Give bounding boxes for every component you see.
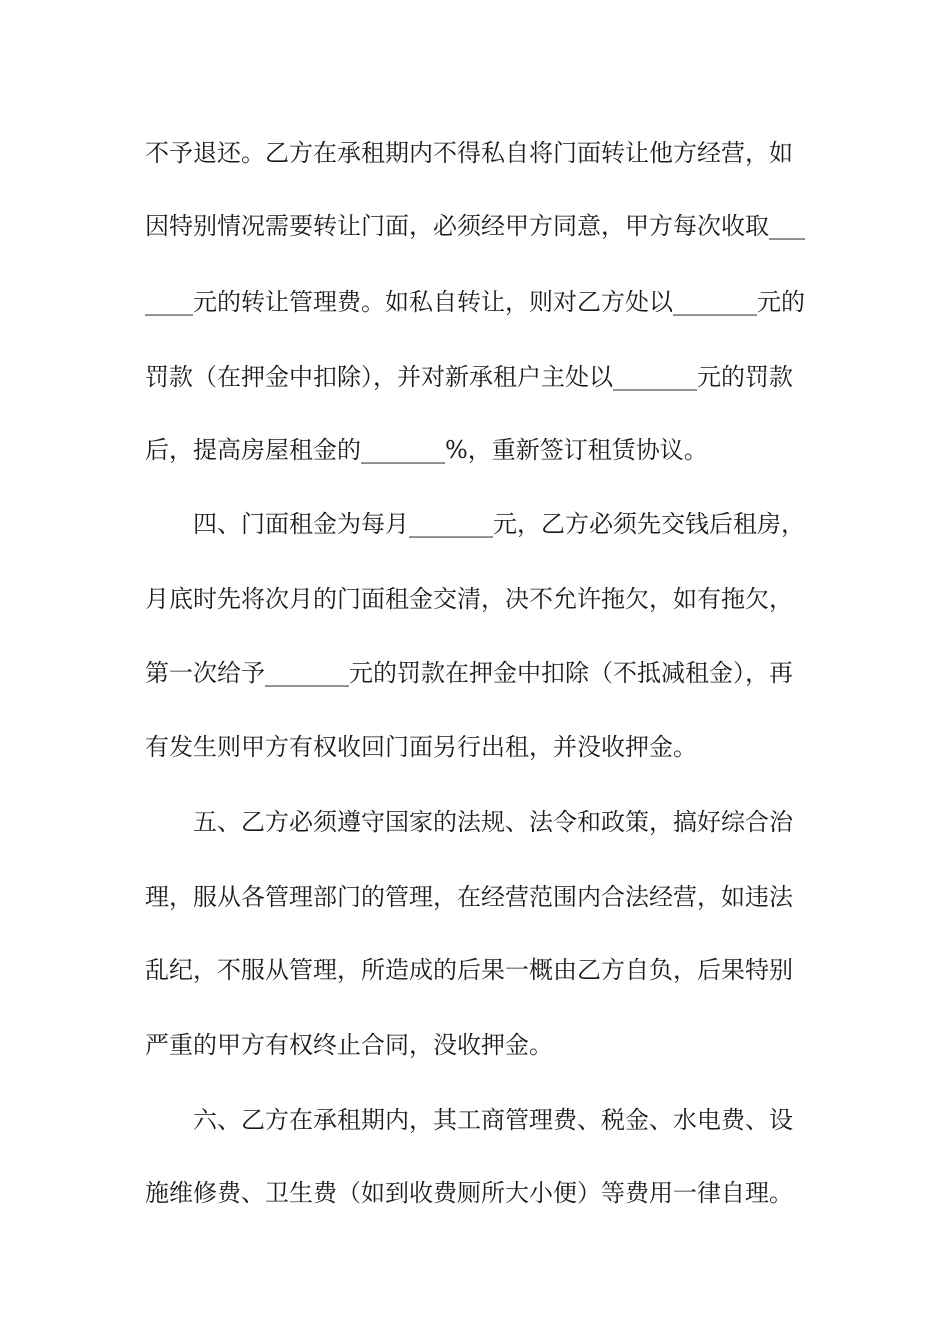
text-line: 不予退还。乙方在承租期内不得私自将门面转让他方经营，如 [145, 139, 793, 167]
text-line: 严重的甲方有权终止合同，没收押金。 [145, 1031, 553, 1059]
text-line: 后，提高房屋租金的_______%，重新签订租赁协议。 [145, 436, 708, 464]
text-line: ____元的转让管理费。如私自转让，则对乙方处以_______元的 [145, 288, 805, 316]
text-line: 施维修费、卫生费（如到收费厕所大小便）等费用一律自理。 [145, 1179, 793, 1207]
text-line: 有发生则甲方有权收回门面另行出租，并没收押金。 [145, 733, 697, 761]
text-line: 乱纪，不服从管理，所造成的后果一概由乙方自负，后果特别 [145, 956, 793, 984]
text-line: 月底时先将次月的门面租金交清，决不允许拖欠，如有拖欠， [145, 585, 793, 613]
text-line: 罚款（在押金中扣除），并对新承租户主处以_______元的罚款 [145, 363, 793, 391]
paragraph-five-start: 五、乙方必须遵守国家的法规、法令和政策，搞好综合治 [193, 808, 793, 836]
text-line: 理，服从各管理部门的管理，在经营范围内合法经营，如违法 [145, 883, 793, 911]
paragraph-four-start: 四、门面租金为每月_______元，乙方必须先交钱后租房， [193, 510, 805, 538]
text-line: 第一次给予_______元的罚款在押金中扣除（不抵减租金），再 [145, 659, 793, 687]
paragraph-six-start: 六、乙方在承租期内，其工商管理费、税金、水电费、设 [193, 1106, 793, 1134]
text-line: 因特别情况需要转让门面，必须经甲方同意，甲方每次收取___ [145, 212, 805, 240]
